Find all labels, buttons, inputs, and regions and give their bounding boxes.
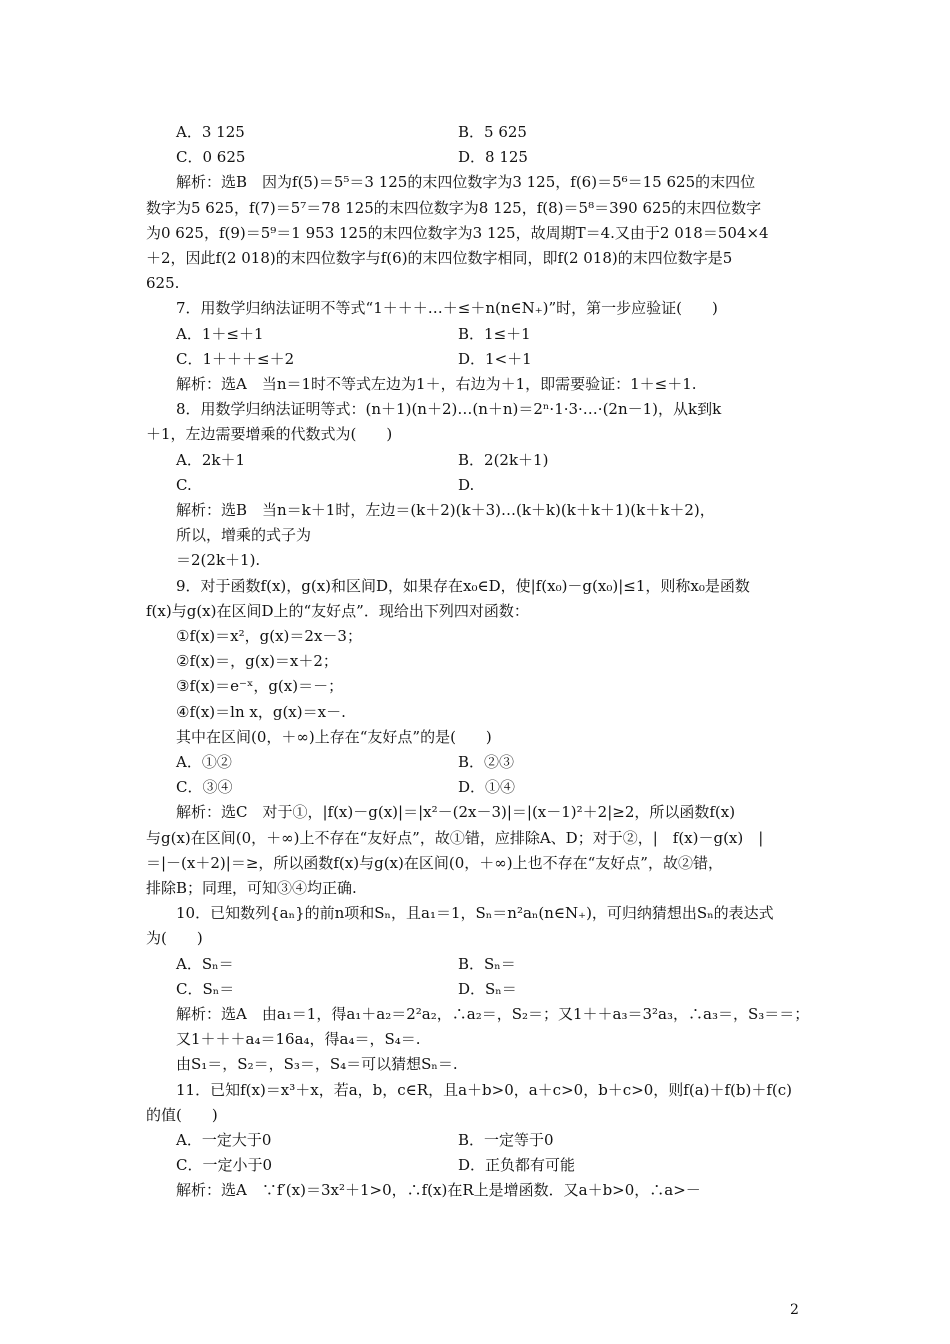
text-line [0, 1002, 950, 1027]
text-column-right: D．8 125 [458, 148, 528, 167]
text-line [0, 725, 950, 750]
text-column-right: D．Sₙ＝ [458, 979, 517, 998]
text-line [0, 523, 950, 548]
text-line [0, 977, 950, 1002]
text-line [0, 145, 950, 170]
text-line [0, 372, 950, 397]
text-segment: 其中在区间(0，＋∞)上存在“友好点”的是( ) [176, 727, 492, 746]
text-column-right: D．正负都有可能 [458, 1156, 576, 1175]
text-segment: 解析：选A 由a₁＝1，得a₁＋a₂＝2²a₂，∴a₂＝，S₂＝；又1＋＋a₃＝3²a₃，∴a₃＝，S₃＝＝； [176, 1005, 810, 1023]
text-segment: 解析：选A 当n＝1时不等式左边为1＋，右边为＋1，即需要验证：1＋≤＋1. [176, 375, 697, 393]
text-segment: ③f(x)＝e⁻ˣ，g(x)＝－； [176, 677, 344, 696]
text-line [0, 624, 950, 649]
text-segment: 数字为5 625，f(7)＝5⁷＝78 125的末四位数字为8 125，f(8)＝5⁸＝390 625的末四位数字 [146, 198, 762, 217]
text-line [0, 1103, 950, 1128]
text-line [0, 1128, 950, 1153]
text-line [0, 674, 950, 699]
text-line [0, 221, 950, 246]
text-segment: C．一定小于0 [176, 1156, 273, 1175]
text-line [0, 926, 950, 951]
text-segment: C．Sₙ＝ [176, 979, 235, 998]
text-segment: ＝|－(x＋2)|＝≥，所以函数f(x)与g(x)在区间(0，＋∞)上也不存在“友好点”，故②错， [146, 853, 723, 872]
text-line [0, 498, 950, 523]
text-segment: 为0 625，f(9)＝5⁹＝1 953 125的末四位数字为3 125，故周期T＝4.又由于2 018＝504×4 [146, 223, 769, 242]
text-segment: 所以，增乘的式子为 [176, 526, 312, 545]
text-segment: 11．已知f(x)＝x³＋x，若a，b，c∈R，且a＋b>0，a＋c>0，b＋c>0，则f(a)＋f(b)＋f(c) [176, 1080, 793, 1099]
text-line [0, 271, 950, 296]
text-segment: ②f(x)＝，g(x)＝x＋2； [176, 652, 338, 671]
text-segment: A．3 125 [176, 123, 245, 141]
text-segment: A．1＋≤＋1 [176, 324, 264, 343]
text-line [0, 599, 950, 624]
text-column-right: B．2(2k＋1) [458, 450, 549, 469]
text-line [0, 901, 950, 926]
text-segment: 解析：选A ∵f′(x)＝3x²＋1>0，∴f(x)在R上是增函数．又a＋b>0，∴a>－ [176, 1181, 701, 1200]
text-line [0, 1052, 950, 1077]
text-segment: 解析：选B 因为f(5)＝5⁵＝3 125的末四位数字为3 125，f(6)＝5⁶＝15 625的末四位 [176, 173, 756, 192]
text-column-right: D．1<＋1 [458, 349, 532, 368]
text-column-right: D．①④ [458, 778, 516, 797]
text-column-right: B．②③ [458, 753, 515, 771]
text-segment: C. [176, 475, 192, 494]
text-segment: ＋2，因此f(2 018)的末四位数字与f(6)的末四位数字相同，即f(2 018)的末四位数字是5 [146, 249, 733, 267]
text-line [0, 473, 950, 498]
text-segment: 解析：选B 当n＝k＋1时，左边＝(k＋2)(k＋3)…(k＋k)(k＋k＋1)(k＋k＋2)， [176, 501, 715, 519]
text-line [0, 649, 950, 674]
text-segment: 625. [146, 274, 180, 293]
text-segment: 解析：选C 对于①，|f(x)－g(x)|＝|x²－(2x－3)|＝|(x－1)²＋2|≥2，所以函数f(x) [176, 803, 736, 822]
text-line [0, 170, 950, 195]
text-segment: A．①② [176, 753, 232, 771]
text-column-right: B．5 625 [458, 123, 527, 141]
text-line [0, 1153, 950, 1178]
text-line [0, 196, 950, 221]
page-number: 2 [790, 1302, 799, 1318]
text-column-right: B．1≤＋1 [458, 324, 531, 343]
text-line [0, 952, 950, 977]
text-line [0, 1078, 950, 1103]
text-line [0, 1178, 950, 1203]
text-segment: 由S₁＝，S₂＝，S₃＝，S₄＝可以猜想Sₙ＝. [176, 1055, 458, 1074]
text-line [0, 422, 950, 447]
text-line [0, 548, 950, 573]
text-segment: A．一定大于0 [176, 1131, 272, 1149]
text-segment: 9．对于函数f(x)，g(x)和区间D，如果存在x₀∈D，使|f(x₀)－g(x₀)|≤1，则称x₀是函数 [176, 576, 750, 595]
text-column-right: B．Sₙ＝ [458, 954, 516, 973]
text-segment: C．③④ [176, 778, 233, 797]
text-segment: ①f(x)＝x²，g(x)＝2x－3； [176, 627, 362, 645]
text-segment: 排除B；同理，可知③④均正确. [146, 879, 357, 897]
text-line [0, 800, 950, 825]
text-segment: 10．已知数列{aₙ}的前n项和Sₙ，且a₁＝1，Sₙ＝n²aₙ(n∈N₊)，可归纳猜想出Sₙ的表达式 [176, 904, 774, 923]
text-line [0, 246, 950, 271]
text-segment: A．2k＋1 [176, 450, 246, 469]
text-segment: ＋1，左边需要增乘的代数式为( ) [146, 425, 393, 444]
text-line [0, 826, 950, 851]
text-column-right: B．一定等于0 [458, 1131, 554, 1149]
text-segment: 的值( ) [146, 1105, 218, 1124]
text-line [0, 775, 950, 800]
text-segment: 又1＋＋＋a₄＝16a₄，得a₄＝，S₄＝. [176, 1030, 421, 1049]
text-line [0, 574, 950, 599]
text-line [0, 700, 950, 725]
text-line [0, 397, 950, 422]
text-segment: ＝2(2k＋1). [176, 551, 261, 570]
text-line [0, 120, 950, 145]
text-segment: ④f(x)＝ln x，g(x)＝x－. [176, 702, 346, 721]
text-segment: 7．用数学归纳法证明不等式“1＋＋＋…＋≤＋n(n∈N₊)”时，第一步应验证( ) [176, 299, 718, 318]
text-line [0, 876, 950, 901]
text-segment: f(x)与g(x)在区间D上的“友好点”．现给出下列四对函数： [146, 601, 529, 620]
text-column-right: D. [458, 475, 475, 494]
text-segment: A．Sₙ＝ [176, 954, 234, 973]
text-segment: 与g(x)在区间(0，＋∞)上不存在“友好点”，故①错，应排除A、D；对于②，| f(x)－g(x) | [146, 828, 764, 847]
text-line [0, 347, 950, 372]
text-segment: C．1＋＋＋≤＋2 [176, 349, 295, 368]
text-line [0, 851, 950, 876]
text-segment: 8．用数学归纳法证明等式：(n＋1)(n＋2)…(n＋n)＝2ⁿ·1·3·…·(2n－1)，从k到k [176, 400, 722, 419]
text-line [0, 1027, 950, 1052]
text-line [0, 448, 950, 473]
text-line [0, 750, 950, 775]
text-line [0, 296, 950, 321]
text-segment: 为( ) [146, 929, 203, 948]
text-line [0, 322, 950, 347]
text-segment: C．0 625 [176, 148, 246, 167]
